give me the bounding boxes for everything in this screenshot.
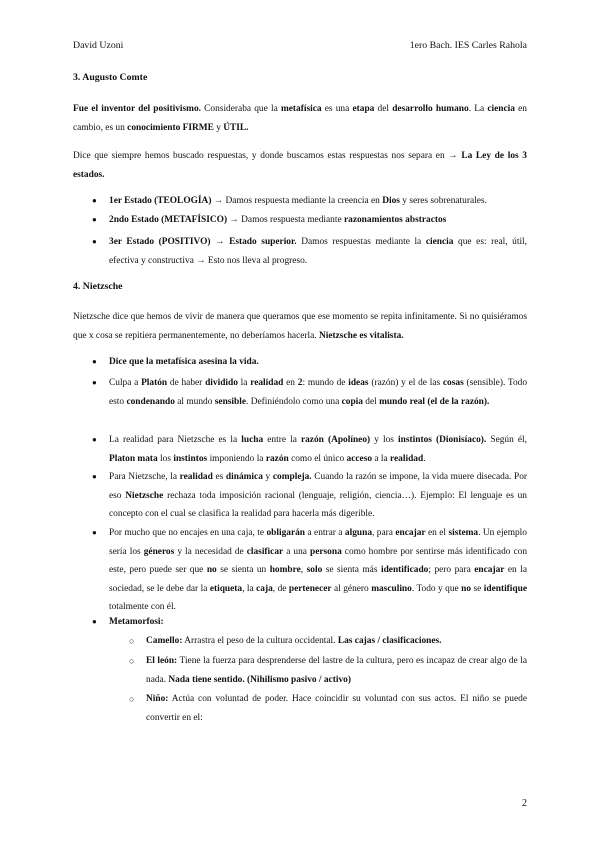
bullet-icon: ● bbox=[92, 617, 97, 626]
nietzsche-point-3: La realidad para Nietzsche es la lucha entre la razón (Apolíneo) y los instintos (Dionisíaco). Según él, Platon mata los instintos imponiendo la razón como el único acceso a la realidad. bbox=[109, 435, 527, 464]
metamorfosi-camello: Camello: Arrastra el peso de la cultura occidental. Las cajas / clasificaciones. bbox=[146, 636, 442, 646]
comte-state-3: 3er Estado (POSITIVO) → Estado superior. Damos respuestas mediante la ciencia que es: real, útil, efectiva y constructiva → Esto nos lleva al progreso. bbox=[109, 237, 527, 266]
bullet-icon: ● bbox=[92, 435, 97, 444]
nietzsche-point-5: Por mucho que no encajes en una caja, te obligarán a entrar a alguna, para encajar en el sistema. Un ejemplo sería los géneros y la necesidad de clasificar a una persona como hombre por sentirse más identificado con este, pero puede ser que no se sienta un hombre, solo se sienta más identificado; pero para encajar en la sociedad, se le debe dar la etiqueta, la caja, de pertenecer al género masculino. Todo y que no se identifique totalmente con él. bbox=[109, 528, 528, 613]
bullet-icon: ● bbox=[92, 237, 97, 246]
nietzsche-point-4: Para Nietzsche, la realidad es dinámica y compleja. Cuando la razón se impone, la vida muere disecada. Por eso Nietzsche rechaza toda imposición racional (lenguaje, religión, ciencia…). Ejemplo: El lenguaje es un concepto con el cual se clasifica la realidad para hacerla más digerible. bbox=[109, 472, 528, 520]
comte-three-states-paragraph: Dice que siempre hemos buscado respuestas, y donde buscamos estas respuestas nos separa en → La Ley de los 3 estados. bbox=[73, 151, 527, 180]
sub-bullet-icon: ○ bbox=[129, 694, 135, 704]
bullet-icon: ● bbox=[92, 378, 97, 387]
sub-bullet-icon: ○ bbox=[129, 636, 135, 646]
bullet-icon: ● bbox=[92, 528, 97, 537]
nietzsche-point-6: Metamorfosi: bbox=[109, 617, 164, 627]
metamorfosi-leon: El león: Tiene la fuerza para desprenderse del lastre de la cultura, pero es incapaz de crear algo de la nada. Nada tiene sentido. (Nihilismo pasivo / activo) bbox=[146, 656, 527, 685]
bullet-icon: ● bbox=[92, 196, 97, 205]
nietzsche-point-1: Dice que la metafísica asesina la vida. bbox=[109, 357, 259, 367]
section-heading-comte: 3. Augusto Comte bbox=[73, 72, 148, 83]
header-author: David Uzoni bbox=[73, 40, 124, 51]
section-heading-nietzsche: 4. Nietzsche bbox=[73, 281, 123, 292]
bullet-icon: ● bbox=[92, 472, 97, 481]
comte-intro-paragraph: Fue el inventor del positivismo. Consideraba que la metafísica es una etapa del desarrollo humano. La ciencia en cambio, es un conocimiento FIRME y ÚTIL. bbox=[73, 104, 527, 133]
nietzsche-point-2: Culpa a Platón de haber dividido la realidad en 2: mundo de ideas (razón) y el de las cosas (sensible). Todo esto condenando al mundo sensible. Definiéndolo como una copia del mundo real (el de la razón). bbox=[109, 378, 528, 407]
bullet-icon: ● bbox=[92, 357, 97, 366]
metamorfosi-nino: Niño: Actúa con voluntad de poder. Hace coincidir su voluntad con sus actos. El niño se puede convertir en el: bbox=[146, 694, 527, 723]
comte-state-1: 1er Estado (TEOLOGÍA) → Damos respuesta mediante la creencia en Dios y seres sobrenaturales. bbox=[109, 196, 487, 206]
sub-bullet-icon: ○ bbox=[129, 656, 135, 666]
header-course: 1ero Bach. IES Carles Rahola bbox=[409, 40, 527, 51]
nietzsche-intro-paragraph: Nietzsche dice que hemos de vivir de manera que queramos que ese momento se repita infinitamente. Si no quisiéramos que x cosa se repitiera permanentemente, no deberíamos hacerla. Nietzsche es vitalista. bbox=[73, 312, 527, 341]
comte-state-2: 2ndo Estado (METAFÍSICO) → Damos respuesta mediante razonamientos abstractos bbox=[109, 215, 447, 225]
bullet-icon: ● bbox=[92, 215, 97, 224]
page-number: 2 bbox=[522, 798, 527, 809]
